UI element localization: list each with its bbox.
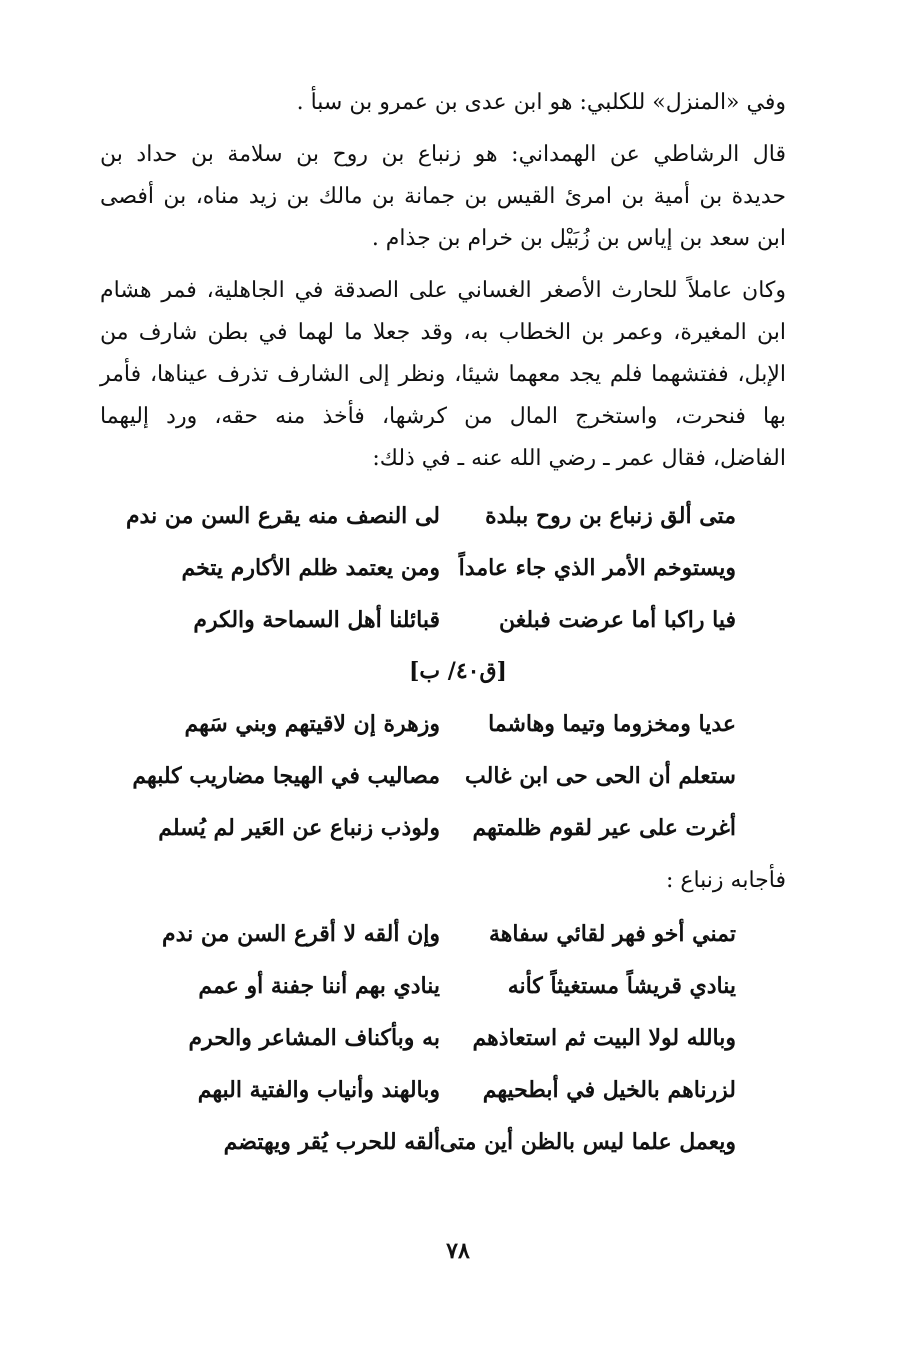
poem3-verse-2-first-hemistich: ينادي قريشاً مستغيثاً كأنه (507, 973, 736, 999)
poem3-verse-3-second-hemistich: به وبأكناف المشاعر والحرم (188, 1025, 440, 1051)
poem2-verse-2-first-hemistich: ستعلم أن الحى حى ابن غالب (465, 763, 736, 789)
poem2-verse-1-first-hemistich: عديا ومخزوما وتيما وهاشما (488, 711, 736, 737)
poem3-verse-1-second-hemistich: وإن ألقه لا أقرع السن من ندم (161, 921, 440, 947)
paragraph-2-line-2: حديدة بن أمية بن امرئ القيس بن جمانة بن مالك بن زيد مناه، بن أفصى (100, 184, 786, 209)
paragraph-2-line-3: ابن سعد بن إياس بن زُبَيْل بن خرام بن جذام . (371, 226, 786, 251)
paragraph-2-line-1: قال الرشاطي عن الهمداني: هو زنباع بن روح بن سلامة بن حداد بن (100, 142, 786, 167)
reply-intro: فأجابه زنباع : (665, 868, 786, 893)
poem3-verse-1-first-hemistich: تمني أخو فهر لقائي سفاهة (489, 921, 736, 947)
folio-marker: [ق٤٠/ ب] (409, 658, 507, 684)
paragraph-3-line-2: ابن المغيرة، وعمر بن الخطاب به، وقد جعلا ما لهما في بطن شارف من (100, 320, 786, 345)
poem3-verse-5-second-hemistich: ألقه للحرب يُقر ويهتضم (223, 1129, 440, 1155)
poem1-verse-3-first-hemistich: فيا راكبا أما عرضت فبلغن (499, 607, 736, 633)
poem3-verse-4-first-hemistich: لزرناهم بالخيل في أبطحيهم (482, 1077, 736, 1103)
poem3-verse-5-first-hemistich: ويعمل علما ليس بالظن أين متى (439, 1129, 736, 1155)
paragraph-3-line-3: الإبل، ففتشهما فلم يجد معهما شيئا، ونظر إلى الشارف تذرف عيناها، فأمر (100, 362, 786, 387)
poem2-verse-2-second-hemistich: مصاليب في الهيجا مضاريب كلبهم (132, 763, 440, 789)
poem1-verse-1-second-hemistich: لى النصف منه يقرع السن من ندم (125, 503, 440, 529)
paragraph-1-line-1: وفي «المنزل» للكلبي: هو ابن عدى بن عمرو بن سبأ . (296, 90, 786, 115)
poem1-verse-2-second-hemistich: ومن يعتمد ظلم الأكارم يتخم (181, 555, 440, 581)
poem1-verse-2-first-hemistich: ويستوخم الأمر الذي جاء عامداً (458, 555, 736, 581)
poem2-verse-3-first-hemistich: أغرت على عير لقوم ظلمتهم (472, 815, 736, 841)
poem3-verse-2-second-hemistich: ينادي بهم أننا جفنة أو عمم (198, 973, 440, 999)
poem2-verse-1-second-hemistich: وزهرة إن لاقيتهم وبني سَهم (184, 711, 440, 737)
poem1-verse-1-first-hemistich: متى ألق زنباع بن روح ببلدة (485, 503, 736, 529)
page-number: ٧٨ (446, 1238, 470, 1264)
poem1-verse-3-second-hemistich: قبائلنا أهل السماحة والكرم (193, 607, 440, 633)
paragraph-3-line-1: وكان عاملاً للحارث الأصغر الغساني على الصدقة في الجاهلية، فمر هشام (100, 278, 786, 303)
poem3-verse-3-first-hemistich: وبالله لولا البيت ثم استعاذهم (472, 1025, 736, 1051)
poem2-verse-3-second-hemistich: ولوذب زنباع عن العَير لم يُسلم (158, 815, 440, 841)
paragraph-3-line-5: الفاضل، فقال عمر ـ رضي الله عنه ـ في ذلك: (372, 446, 786, 471)
poem3-verse-4-second-hemistich: وبالهند وأنياب والفتية البهم (197, 1077, 440, 1103)
paragraph-3-line-4: بها فنحرت، واستخرج المال من كرشها، فأخذ منه حقه، ورد إليهما (100, 404, 786, 429)
